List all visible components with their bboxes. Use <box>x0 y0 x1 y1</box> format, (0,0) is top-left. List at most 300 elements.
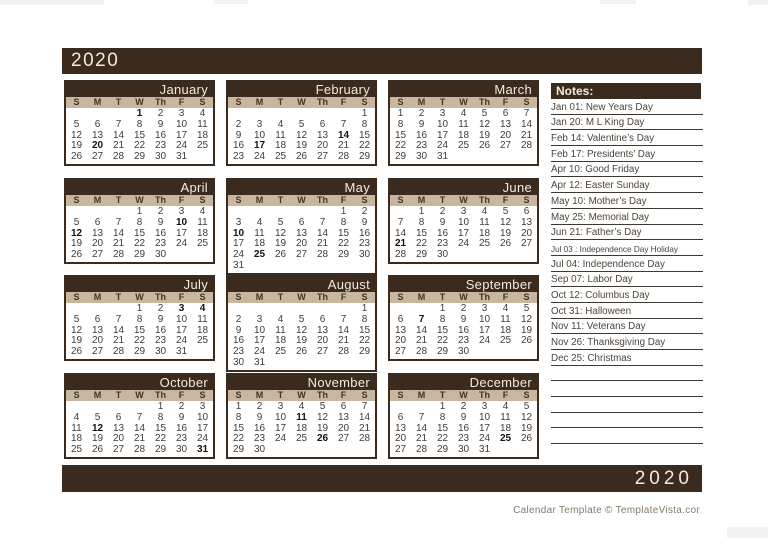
day-cell: 11 <box>275 129 286 141</box>
dow-label: M <box>93 195 102 205</box>
week-row <box>66 228 213 239</box>
day-cell: 5 <box>298 118 305 130</box>
dow-label: S <box>397 195 404 205</box>
dow-label: M <box>93 390 102 400</box>
day-cell: 10 <box>175 216 188 228</box>
dow-label: F <box>340 390 347 400</box>
day-cell: 10 <box>175 118 188 130</box>
day-cell: 9 <box>439 216 446 228</box>
month-name-label: November <box>228 375 375 390</box>
day-cell: 26 <box>274 249 287 261</box>
dow-label: S <box>73 97 80 107</box>
day-cell: 27 <box>394 346 407 358</box>
day-cell: 11 <box>479 216 490 228</box>
day-cell <box>453 151 474 162</box>
note-item: Jul 04: Independence Day <box>551 256 703 272</box>
week-row <box>66 314 213 325</box>
day-cell: 3 <box>178 206 185 217</box>
day-cell: 6 <box>340 401 347 412</box>
day-cell: 1 <box>397 108 404 119</box>
day-cell <box>390 401 411 412</box>
notes-list <box>551 99 703 444</box>
dow-label: W <box>135 195 144 205</box>
day-cell: 27 <box>91 346 104 358</box>
week-row <box>390 140 537 151</box>
day-cell <box>249 303 270 314</box>
dow-label: T <box>277 195 284 205</box>
note-empty-line <box>551 428 703 444</box>
dow-label: S <box>73 390 80 400</box>
day-cell: 10 <box>253 129 266 141</box>
day-of-week-row <box>228 195 375 206</box>
day-cell: 14 <box>415 422 428 434</box>
day-cell <box>495 346 516 357</box>
week-row <box>390 108 537 119</box>
month-may <box>226 178 377 275</box>
day-cell: 23 <box>154 335 167 347</box>
note-item: May 10: Mother’s Day <box>551 193 703 209</box>
day-cell: 13 <box>394 324 407 336</box>
week-row <box>228 228 375 239</box>
day-cell <box>87 206 108 217</box>
note-item: Dec 25: Christmas <box>551 350 703 366</box>
dow-label: S <box>397 390 404 400</box>
day-cell: 17 <box>436 129 449 141</box>
dow-label: M <box>417 292 426 302</box>
day-cell: 9 <box>157 216 164 228</box>
day-cell: 27 <box>91 249 104 261</box>
day-cell <box>270 357 291 368</box>
day-cell: 27 <box>91 151 104 163</box>
day-cell: 1 <box>136 206 143 217</box>
day-cell: 24 <box>253 151 266 163</box>
month-name-label: June <box>390 180 537 195</box>
day-cell: 13 <box>337 411 350 423</box>
day-cell: 28 <box>112 151 125 163</box>
day-cell <box>312 260 333 271</box>
day-cell: 7 <box>319 216 326 228</box>
dow-label: S <box>235 292 242 302</box>
day-cell: 3 <box>481 401 488 412</box>
day-cell: 19 <box>91 433 104 445</box>
day-cell: 9 <box>256 411 263 423</box>
dow-label: S <box>361 97 368 107</box>
day-cell: 16 <box>457 324 470 336</box>
day-of-week-row <box>66 195 213 206</box>
day-cell: 28 <box>316 249 329 261</box>
day-cell: 11 <box>458 118 469 130</box>
day-cell: 31 <box>196 444 209 456</box>
day-cell: 2 <box>178 401 185 412</box>
day-cell: 20 <box>91 140 104 152</box>
day-cell <box>354 260 375 271</box>
day-cell <box>333 303 354 314</box>
day-cell <box>228 303 249 314</box>
day-cell: 24 <box>175 140 188 152</box>
day-cell <box>270 108 291 119</box>
day-cell: 17 <box>196 422 209 434</box>
day-cell: 4 <box>199 303 206 314</box>
month-november <box>226 373 377 459</box>
day-cell: 10 <box>274 411 287 423</box>
day-cell: 21 <box>415 335 428 347</box>
dow-label: F <box>178 195 185 205</box>
day-cell: 14 <box>394 227 407 239</box>
day-cell: 3 <box>460 206 467 217</box>
day-cell: 5 <box>277 216 284 228</box>
note-item: Apr 12: Easter Sunday <box>551 177 703 193</box>
day-cell: 31 <box>436 151 449 163</box>
week-row <box>66 346 213 357</box>
day-cell: 14 <box>358 411 371 423</box>
week-row <box>390 206 537 217</box>
day-cell: 10 <box>436 118 449 130</box>
day-cell: 23 <box>457 433 470 445</box>
day-cell: 6 <box>319 118 326 130</box>
day-cell: 21 <box>415 433 428 445</box>
scan-artifact <box>214 0 248 4</box>
day-cell: 2 <box>235 118 242 130</box>
day-cell <box>87 303 108 314</box>
day-cell: 8 <box>235 411 242 423</box>
day-cell: 3 <box>178 303 185 314</box>
day-cell: 25 <box>196 238 209 250</box>
day-cell: 13 <box>91 227 104 239</box>
week-row <box>228 140 375 151</box>
day-cell: 16 <box>358 227 371 239</box>
day-cell: 10 <box>175 313 188 325</box>
day-cell: 20 <box>316 140 329 152</box>
day-cell: 8 <box>397 118 404 130</box>
day-cell: 13 <box>316 129 329 141</box>
week-row <box>390 401 537 412</box>
day-cell: 7 <box>115 118 122 130</box>
day-cell: 12 <box>274 227 287 239</box>
day-cell: 4 <box>502 401 509 412</box>
day-cell <box>108 108 129 119</box>
week-row <box>390 228 537 239</box>
day-cell: 11 <box>275 324 286 336</box>
day-cell: 5 <box>481 108 488 119</box>
day-cell: 25 <box>499 335 512 347</box>
scan-artifact <box>727 527 768 538</box>
day-cell: 30 <box>415 151 428 163</box>
note-item: Nov 26: Thanksgiving Day <box>551 334 703 350</box>
month-october <box>64 373 215 459</box>
week-row <box>228 206 375 217</box>
day-cell: 23 <box>436 238 449 250</box>
day-cell: 24 <box>478 335 491 347</box>
day-cell: 16 <box>175 422 188 434</box>
day-cell: 8 <box>361 313 368 325</box>
day-cell <box>249 260 270 271</box>
day-cell: 20 <box>316 335 329 347</box>
day-cell: 26 <box>91 444 104 456</box>
day-cell: 12 <box>478 118 491 130</box>
day-cell: 6 <box>397 313 404 325</box>
month-name-label: March <box>390 82 537 97</box>
day-cell: 2 <box>460 401 467 412</box>
day-cell: 26 <box>478 140 491 152</box>
day-cell: 8 <box>136 313 143 325</box>
day-cell: 16 <box>436 227 449 239</box>
day-cell: 8 <box>136 216 143 228</box>
day-cell: 4 <box>277 118 284 130</box>
day-cell: 13 <box>112 422 125 434</box>
day-cell: 23 <box>232 151 245 163</box>
day-cell: 27 <box>316 151 329 163</box>
day-cell: 5 <box>73 118 80 130</box>
day-of-week-row <box>390 390 537 401</box>
day-cell <box>291 303 312 314</box>
dow-label: S <box>199 97 206 107</box>
day-cell: 29 <box>415 249 428 261</box>
day-cell: 29 <box>358 346 371 358</box>
day-cell: 31 <box>175 346 188 358</box>
day-cell: 4 <box>73 411 80 423</box>
day-cell: 19 <box>70 238 83 250</box>
month-name-label: October <box>66 375 213 390</box>
day-cell: 4 <box>199 206 206 217</box>
day-cell <box>291 260 312 271</box>
day-cell: 2 <box>235 313 242 325</box>
day-of-week-row <box>228 292 375 303</box>
day-cell: 30 <box>436 249 449 261</box>
day-cell <box>192 151 213 162</box>
note-item: Jul 03 : Independence Day Holiday <box>551 240 703 256</box>
dow-label: T <box>277 390 284 400</box>
day-cell: 8 <box>439 411 446 423</box>
day-cell: 10 <box>478 411 491 423</box>
day-cell: 26 <box>295 346 308 358</box>
month-february <box>226 80 377 166</box>
day-cell: 1 <box>361 303 368 314</box>
week-row <box>390 217 537 228</box>
day-cell: 18 <box>274 335 287 347</box>
scan-artifact <box>0 0 104 5</box>
day-cell: 6 <box>523 206 530 217</box>
day-cell: 15 <box>436 422 449 434</box>
day-cell: 31 <box>175 151 188 163</box>
day-cell: 12 <box>520 313 533 325</box>
day-cell: 7 <box>136 411 143 423</box>
day-cell <box>108 303 129 314</box>
day-cell: 9 <box>157 118 164 130</box>
day-cell: 9 <box>157 313 164 325</box>
day-cell: 7 <box>340 313 347 325</box>
day-cell: 24 <box>175 335 188 347</box>
day-cell: 29 <box>232 444 245 456</box>
day-cell: 28 <box>415 444 428 456</box>
day-cell <box>270 303 291 314</box>
dow-label: Th <box>317 195 328 205</box>
day-cell: 28 <box>394 249 407 261</box>
day-cell: 18 <box>457 129 470 141</box>
months-grid <box>64 80 539 459</box>
day-cell: 23 <box>415 140 428 152</box>
day-cell: 12 <box>70 324 83 336</box>
day-cell: 16 <box>232 335 245 347</box>
day-cell: 8 <box>157 411 164 423</box>
week-row <box>390 412 537 423</box>
day-cell: 8 <box>439 313 446 325</box>
month-name-label: August <box>228 277 375 292</box>
day-cell: 5 <box>94 411 101 423</box>
day-cell: 15 <box>133 227 146 239</box>
day-cell: 16 <box>154 227 167 239</box>
month-name-label: May <box>228 180 375 195</box>
day-cell: 24 <box>253 346 266 358</box>
day-of-week-row <box>390 292 537 303</box>
note-item: Feb 14: Valentine’s Day <box>551 130 703 146</box>
note-item: Jun 21: Father’s Day <box>551 225 703 241</box>
dow-label: Th <box>155 390 166 400</box>
day-cell: 8 <box>418 216 425 228</box>
day-cell: 11 <box>500 313 511 325</box>
day-cell: 18 <box>196 129 209 141</box>
day-cell: 30 <box>358 249 371 261</box>
week-row <box>66 238 213 249</box>
dow-label: W <box>459 97 468 107</box>
day-cell: 29 <box>337 249 350 261</box>
day-cell: 10 <box>478 313 491 325</box>
day-cell: 6 <box>94 313 101 325</box>
day-cell: 14 <box>112 129 125 141</box>
day-cell: 30 <box>253 444 266 456</box>
month-name-label: April <box>66 180 213 195</box>
day-cell: 27 <box>394 444 407 456</box>
dow-label: Th <box>155 97 166 107</box>
week-row <box>66 217 213 228</box>
day-cell: 13 <box>91 324 104 336</box>
week-row <box>228 314 375 325</box>
dow-label: S <box>235 97 242 107</box>
week-row <box>228 444 375 455</box>
month-december <box>388 373 539 459</box>
day-cell <box>249 206 270 217</box>
dow-label: Th <box>317 292 328 302</box>
day-cell: 1 <box>439 401 446 412</box>
day-cell: 19 <box>520 422 533 434</box>
week-row <box>66 444 213 455</box>
day-cell: 9 <box>235 129 242 141</box>
day-cell: 3 <box>178 108 185 119</box>
day-cell: 28 <box>337 151 350 163</box>
day-cell: 6 <box>397 411 404 423</box>
day-cell <box>228 108 249 119</box>
dow-label: F <box>340 195 347 205</box>
day-cell <box>66 401 87 412</box>
day-cell: 25 <box>499 433 512 445</box>
day-cell: 22 <box>133 140 146 152</box>
day-cell: 1 <box>340 206 347 217</box>
dow-label: W <box>135 390 144 400</box>
week-row <box>66 303 213 314</box>
week-row <box>390 119 537 130</box>
day-cell: 14 <box>337 129 350 141</box>
week-row <box>228 303 375 314</box>
day-cell: 2 <box>256 401 263 412</box>
dow-label: T <box>115 97 122 107</box>
dow-label: F <box>340 97 347 107</box>
day-cell: 20 <box>394 433 407 445</box>
day-cell: 23 <box>253 433 266 445</box>
day-cell: 26 <box>295 151 308 163</box>
year-header-bar <box>62 48 702 74</box>
day-cell <box>411 401 432 412</box>
day-cell: 28 <box>337 346 350 358</box>
day-cell: 11 <box>500 411 511 423</box>
month-name-label: September <box>390 277 537 292</box>
day-cell: 12 <box>70 227 83 239</box>
day-of-week-row <box>66 390 213 401</box>
week-row <box>390 238 537 249</box>
day-of-week-row <box>228 390 375 401</box>
day-cell: 23 <box>175 433 188 445</box>
day-cell: 25 <box>70 444 83 456</box>
day-cell: 29 <box>358 151 371 163</box>
day-cell: 18 <box>196 324 209 336</box>
dow-label: W <box>135 292 144 302</box>
day-cell: 29 <box>133 346 146 358</box>
dow-label: S <box>397 292 404 302</box>
day-cell: 1 <box>418 206 425 217</box>
day-cell: 7 <box>340 118 347 130</box>
week-row <box>66 249 213 260</box>
day-cell <box>312 357 333 368</box>
day-cell: 28 <box>112 346 125 358</box>
week-row <box>228 325 375 336</box>
day-cell: 4 <box>502 303 509 314</box>
day-cell: 19 <box>70 140 83 152</box>
day-cell: 13 <box>499 118 512 130</box>
day-cell: 7 <box>418 411 425 423</box>
day-cell: 12 <box>520 411 533 423</box>
note-item: Sep 07: Labor Day <box>551 272 703 288</box>
day-cell: 17 <box>478 324 491 336</box>
day-cell: 2 <box>439 206 446 217</box>
dow-label: M <box>255 390 264 400</box>
day-cell: 16 <box>154 129 167 141</box>
week-row <box>66 151 213 162</box>
day-cell: 26 <box>520 433 533 445</box>
dow-label: W <box>297 292 306 302</box>
week-row <box>228 217 375 228</box>
day-cell: 14 <box>112 227 125 239</box>
day-cell: 26 <box>70 249 83 261</box>
day-cell: 19 <box>70 335 83 347</box>
day-cell: 6 <box>319 313 326 325</box>
dow-label: F <box>502 97 509 107</box>
day-cell: 22 <box>394 140 407 152</box>
dow-label: S <box>73 292 80 302</box>
day-cell <box>312 303 333 314</box>
week-row <box>390 130 537 141</box>
dow-label: Th <box>479 97 490 107</box>
day-cell <box>291 108 312 119</box>
day-cell <box>474 346 495 357</box>
day-cell <box>333 357 354 368</box>
day-cell: 14 <box>112 324 125 336</box>
day-cell: 3 <box>199 401 206 412</box>
dow-label: S <box>235 195 242 205</box>
day-cell: 22 <box>436 335 449 347</box>
day-cell: 16 <box>457 422 470 434</box>
day-cell: 17 <box>253 140 266 152</box>
day-cell: 18 <box>274 140 287 152</box>
day-cell: 5 <box>502 206 509 217</box>
day-cell: 28 <box>133 444 146 456</box>
